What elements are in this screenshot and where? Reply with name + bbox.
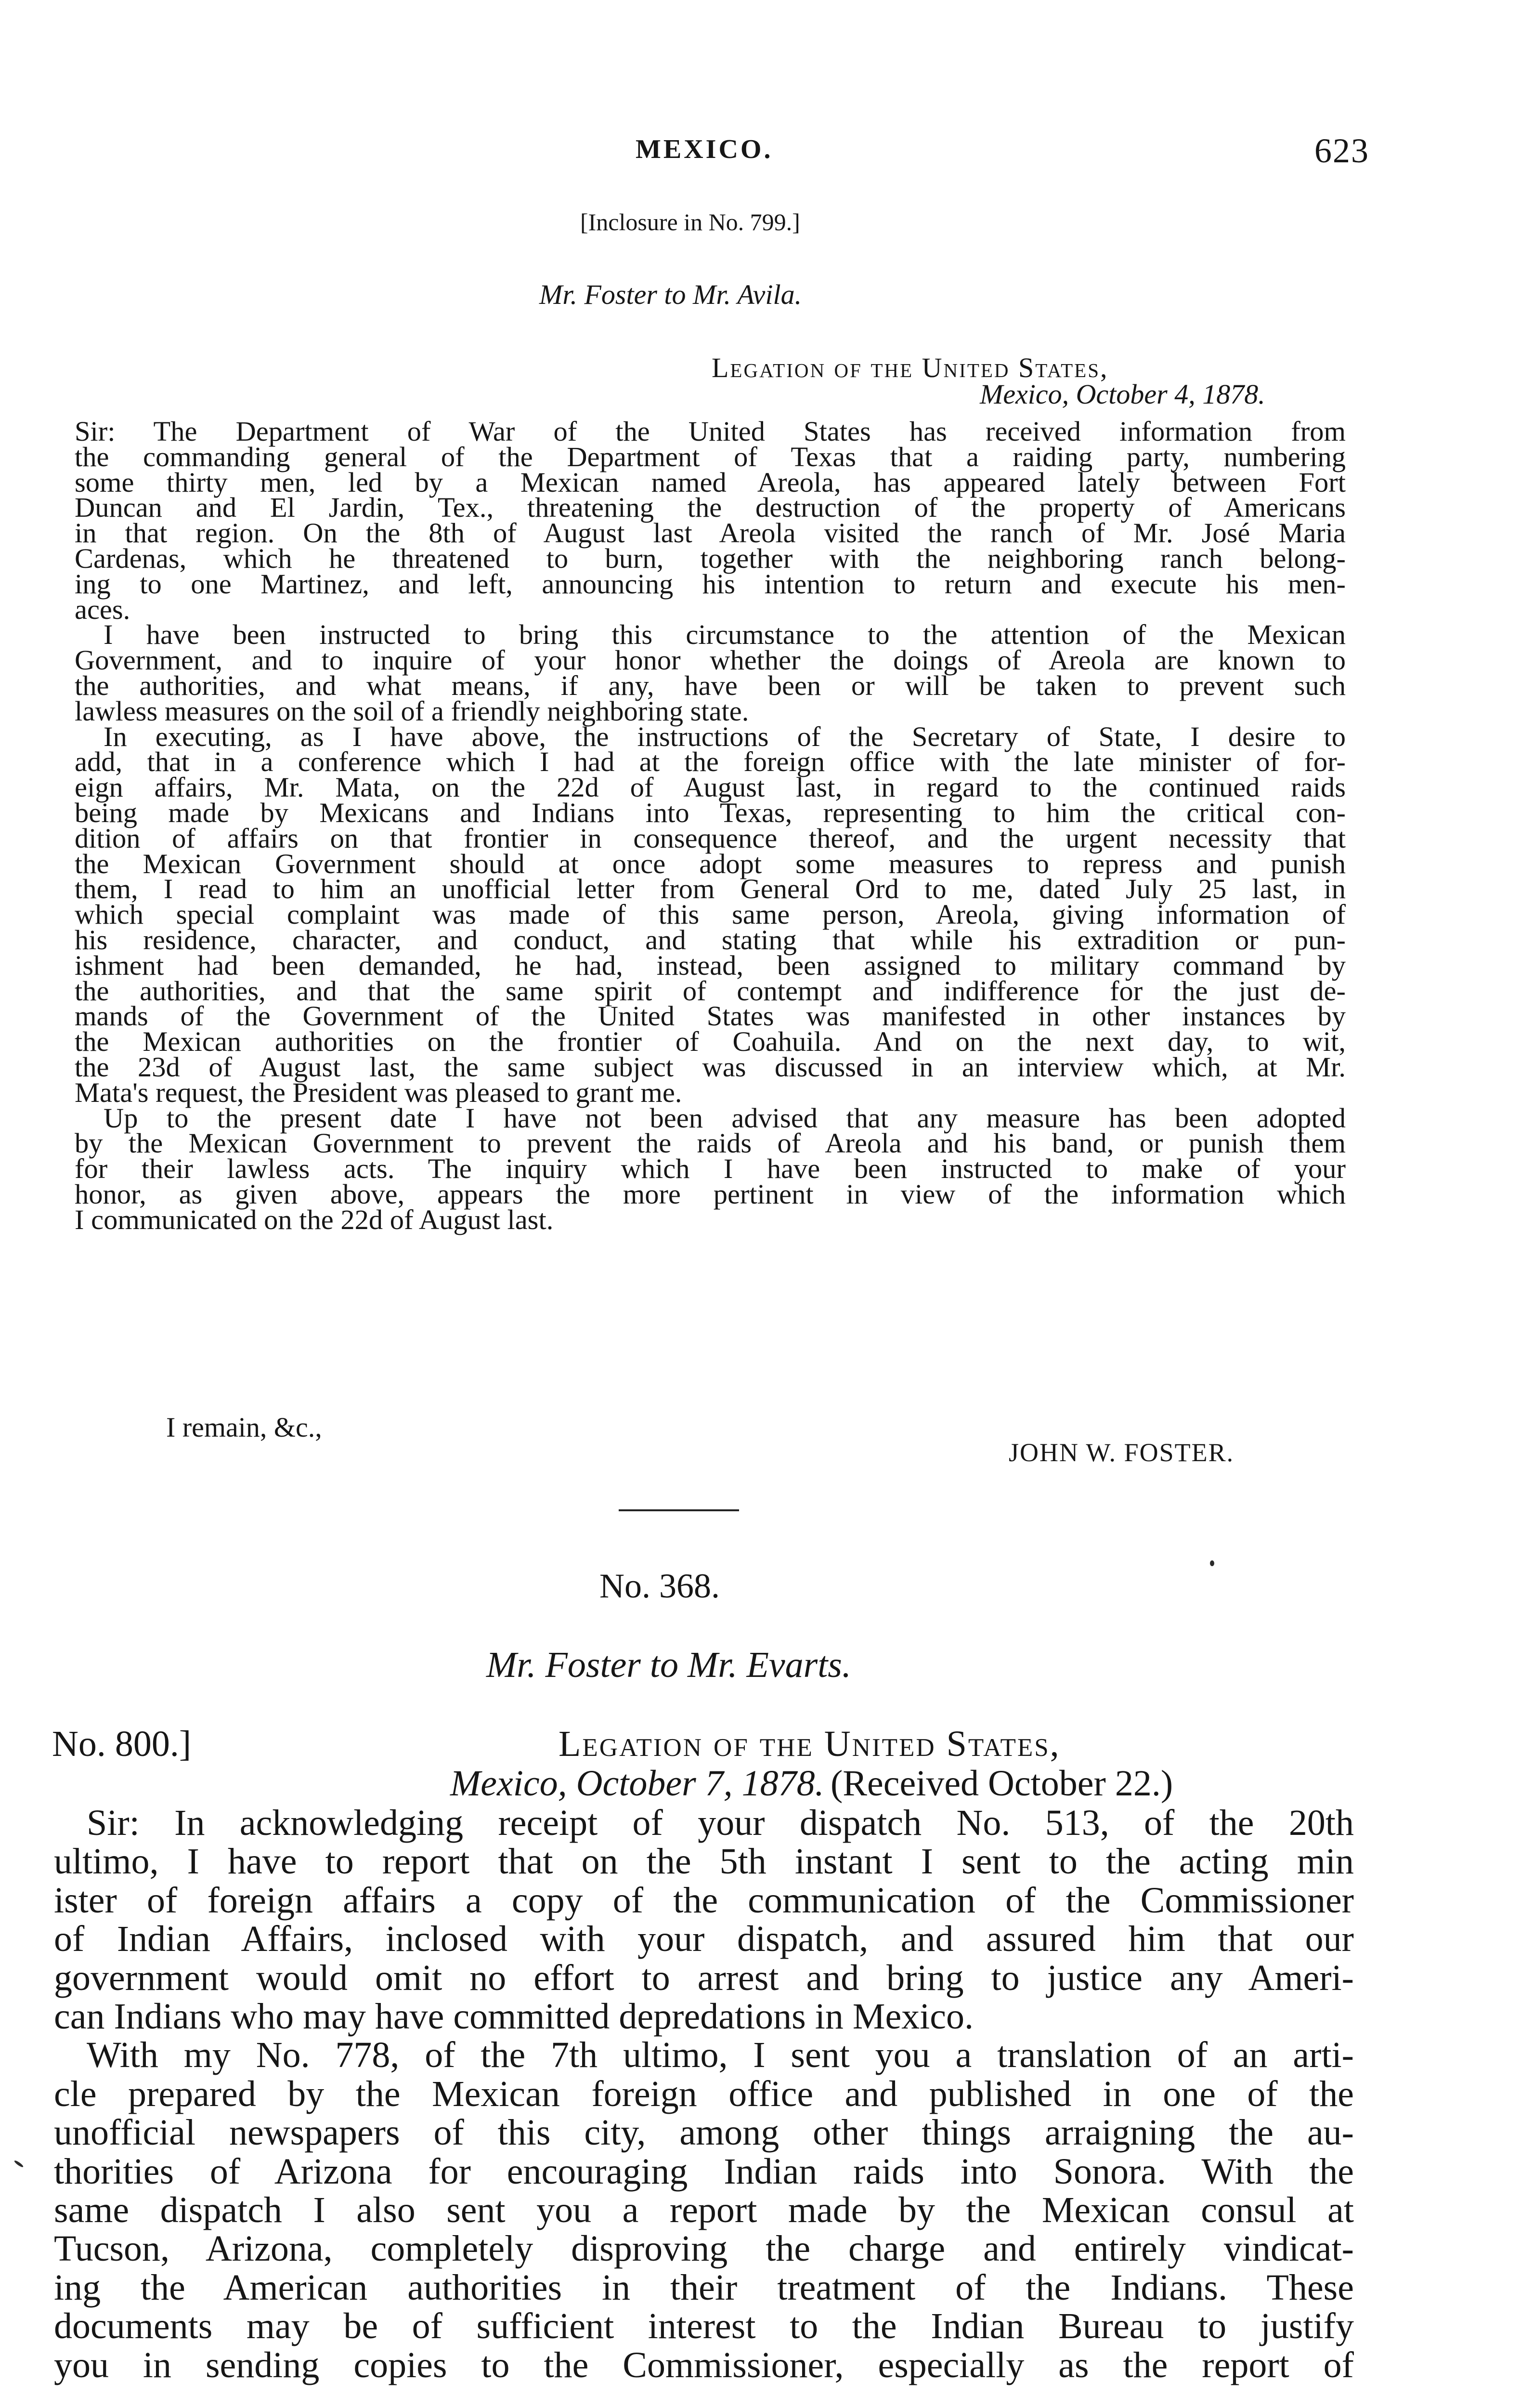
body-line: for their lawless acts. The inquiry which I have been instructed to make of your xyxy=(75,1153,1346,1185)
letter-1-signature: JOHN W. FOSTER. xyxy=(1009,1438,1234,1467)
body-line: government would omit no effort to arrest and bring to justice any Ameri- xyxy=(54,1957,1354,1998)
body-line: ing to one Martinez, and left, announcing his intention to return and execute his men- xyxy=(75,568,1346,600)
body-line: the commanding general of the Department of Texas that a raiding party, numbering xyxy=(75,441,1346,472)
page-number: 623 xyxy=(1314,131,1369,170)
document-number: No. 368. xyxy=(599,1567,720,1605)
body-line: Up to the present date I have not been advised that any measure has been adopted xyxy=(104,1102,1346,1134)
ink-speck xyxy=(13,2159,24,2168)
inclosure-note: [Inclosure in No. 799.] xyxy=(580,209,800,236)
body-line: some thirty men, led by a Mexican named Areola, has appeared lately between Fort xyxy=(75,466,1346,498)
body-line: documents may be of sufficient interest to the Indian Bureau to justify xyxy=(54,2306,1354,2347)
body-line: honor, as given above, appears the more pertinent in view of the information which xyxy=(75,1178,1346,1210)
body-line: the Mexican Government should at once adopt some measures to repress and punish xyxy=(75,848,1346,879)
letter-1-legation: Legation of the United States, xyxy=(712,352,1109,383)
letter-1-place-date: Mexico, October 4, 1878. xyxy=(980,379,1265,410)
body-line: In executing, as I have above, the instructions of the Secretary of State, I desire to xyxy=(104,720,1346,752)
body-line: in that region. On the 8th of August last Areola visited the ranch of Mr. José Maria xyxy=(75,517,1346,549)
received-date: (Received October 22.) xyxy=(831,1763,1173,1804)
body-line: dition of affairs on that frontier in consequence thereof, and the urgent necessity that xyxy=(75,822,1346,854)
body-line: Sir: The Department of War of the United States has received information from xyxy=(75,416,1346,447)
body-line: ultimo, I have to report that on the 5th instant I sent to the acting min xyxy=(54,1841,1354,1882)
section-divider xyxy=(619,1509,739,1511)
letter-2-heading: Mr. Foster to Mr. Evarts. xyxy=(486,1645,851,1685)
dispatch-number: No. 800.] xyxy=(52,1724,192,1764)
letter-2-legation: Legation of the United States, xyxy=(559,1724,1061,1764)
letter-1-body xyxy=(75,416,1346,1235)
body-line: same dispatch I also sent you a report made by the Mexican consul at xyxy=(54,2190,1354,2231)
body-line: unofficial newspapers of this city, among other things arraigning the au- xyxy=(54,2112,1354,2153)
body-line: the Mexican authorities on the frontier of Coahuila. And on the next day, to wit, xyxy=(75,1026,1346,1058)
body-line: can Indians who may have committed depredations in Mexico. xyxy=(54,1996,974,2037)
body-line: you in sending copies to the Commissioner, especially as the report of xyxy=(54,2344,1354,2385)
body-line: which special complaint was made of this same person, Areola, giving information of xyxy=(75,899,1346,930)
body-line: eign affairs, Mr. Mata, on the 22d of August last, in regard to the continued raids xyxy=(75,772,1346,803)
body-line: cle prepared by the Mexican foreign office and published in one of the xyxy=(54,2073,1354,2114)
body-line: I communicated on the 22d of August last. xyxy=(75,1204,554,1235)
body-line: Mata's request, the President was pleased to grant me. xyxy=(75,1076,682,1108)
body-line: them, I read to him an unofficial letter from General Ord to me, dated July 25 last, in xyxy=(75,873,1346,905)
body-line: ing the American authorities in their treatment of the Indians. These xyxy=(54,2267,1354,2308)
body-line: Sir: In acknowledging receipt of your dispatch No. 513, of the 20th xyxy=(87,1803,1354,1843)
letter-2-place-date: Mexico, October 7, 1878. xyxy=(450,1763,824,1804)
body-line: being made by Mexicans and Indians into Texas, representing to him the critical con- xyxy=(75,797,1346,828)
body-line: aces. xyxy=(75,593,130,625)
body-line: ister of foreign affairs a copy of the communication of the Commissioner xyxy=(54,1880,1354,1921)
letter-2-body xyxy=(54,1804,1354,2384)
body-line: lawless measures on the soil of a friendly neighboring state. xyxy=(75,695,749,727)
body-line: Government, and to inquire of your honor whether the doings of Areola are known to xyxy=(75,644,1346,676)
ink-speck xyxy=(1210,1560,1214,1566)
running-title: MEXICO. xyxy=(636,134,773,164)
body-line: With my No. 778, of the 7th ultimo, I sent you a translation of an arti- xyxy=(87,2035,1354,2076)
body-line: add, that in a conference which I had at the foreign office with the late minister of for- xyxy=(75,746,1346,778)
body-line: I have been instructed to bring this circumstance to the attention of the Mexican xyxy=(104,619,1346,651)
letter-1-closing: I remain, &c., xyxy=(166,1412,322,1443)
body-line: the authorities, and what means, if any, have been or will be taken to prevent such xyxy=(75,669,1346,701)
body-line: of Indian Affairs, inclosed with your dispatch, and assured him that our xyxy=(54,1919,1354,1960)
body-line: the 23d of August last, the same subject was discussed in an interview which, at Mr. xyxy=(75,1051,1346,1083)
body-line: mands of the Government of the United States was manifested in other instances by xyxy=(75,1000,1346,1032)
letter-1-heading: Mr. Foster to Mr. Avila. xyxy=(539,279,802,310)
body-line: thorities of Arizona for encouraging Indian raids into Sonora. With the xyxy=(54,2151,1354,2192)
body-line: Duncan and El Jardin, Tex., threatening the destruction of the property of Americans xyxy=(75,492,1346,523)
body-line: ishment had been demanded, he had, instead, been assigned to military command by xyxy=(75,949,1346,981)
body-line: by the Mexican Government to prevent the raids of Areola and his band, or punish them xyxy=(75,1127,1346,1159)
body-line: his residence, character, and conduct, and stating that while his extradition or pun- xyxy=(75,924,1346,955)
body-line: Tucson, Arizona, completely disproving the charge and entirely vindicat- xyxy=(54,2228,1354,2269)
body-line: Cardenas, which he threatened to burn, together with the neighboring ranch belong- xyxy=(75,542,1346,574)
body-line: the authorities, and that the same spirit of contempt and indifference for the just de- xyxy=(75,975,1346,1007)
